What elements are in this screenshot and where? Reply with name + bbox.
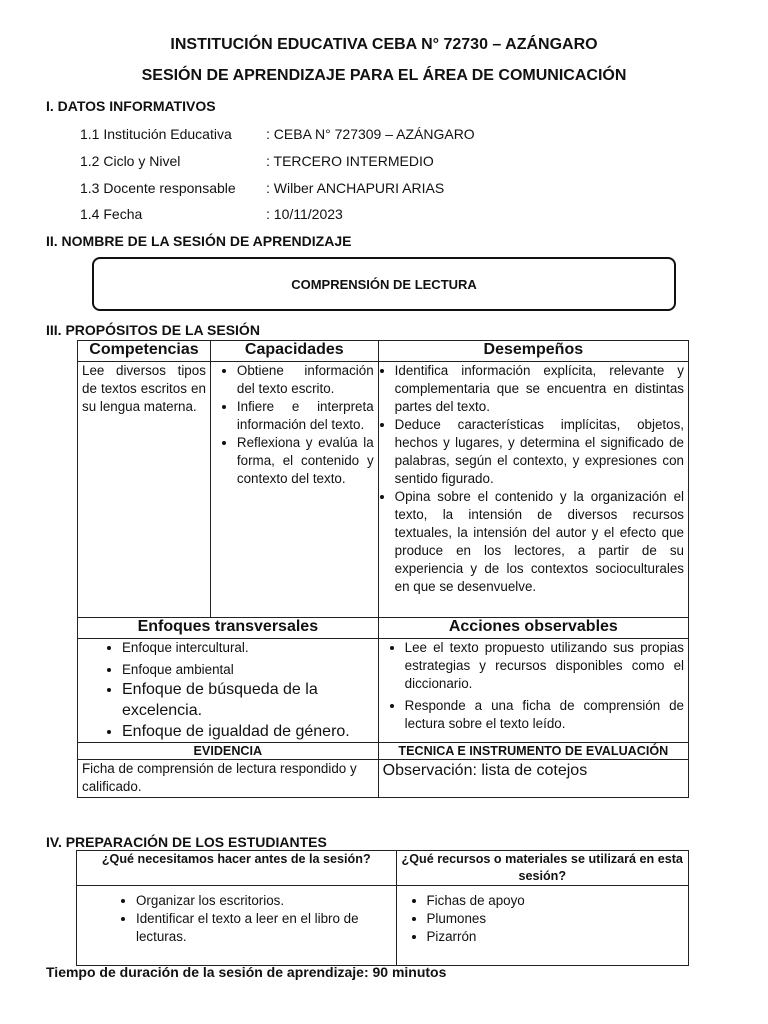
header-antes: ¿Qué necesitamos hacer antes de la sesión? <box>77 851 397 886</box>
tecnica-cell: Observación: lista de cotejos <box>378 760 688 798</box>
section-heading-nombre: II. NOMBRE DE LA SESIÓN DE APRENDIZAJE <box>46 233 352 249</box>
info-row-fecha <box>80 206 343 222</box>
header-enfoques: Enfoques transversales <box>78 618 379 639</box>
materials-cell <box>396 886 689 966</box>
preparation-table <box>76 850 689 966</box>
accion-item: • Lee el texto propuesto utilizando sus propias estrategias y recursos disponibles como el diccionario. <box>405 639 684 693</box>
section-heading-datos: I. DATOS INFORMATIVOS <box>46 98 216 114</box>
material-item: • Plumones <box>427 910 685 928</box>
purposes-table <box>77 340 689 798</box>
capacidades-cell <box>210 362 378 618</box>
session-name-box <box>92 257 676 311</box>
section-heading-preparacion: IV. PREPARACIÓN DE LOS ESTUDIANTES <box>46 834 327 850</box>
desempenos-cell <box>378 362 688 618</box>
header-tecnica: TECNICA E INSTRUMENTO DE EVALUACIÓN <box>378 743 688 760</box>
header-recursos: ¿Qué recursos o materiales se utilizará en esta sesión? <box>396 851 689 886</box>
info-value: : CEBA N° 727309 – AZÁNGARO <box>266 126 475 142</box>
info-label: 1.4 Fecha <box>80 206 143 222</box>
enfoque-item: • Enfoque intercultural. <box>122 639 374 657</box>
info-row-docente <box>80 180 444 196</box>
acciones-cell <box>378 639 688 743</box>
before-item: • Identificar el texto a leer en el libro de lecturas. <box>136 910 392 946</box>
desempeno-item: • Deduce características implícitas, objetos, hechos y lugares, y determina el significado de palabras, según el contexto, y expresiones con sentido figurado. <box>395 416 684 488</box>
competencia-cell: Lee diversos tipos de textos escritos en su lengua materna. <box>78 362 211 618</box>
desempeno-item: • Identifica información explícita, relevante y complementaria que se encuentra en distintas partes del texto. <box>395 362 684 416</box>
header-acciones: Acciones observables <box>378 618 688 639</box>
capacidad-item: • Obtiene información del texto escrito. <box>237 362 374 398</box>
info-row-institucion <box>80 126 475 142</box>
info-value: : TERCERO INTERMEDIO <box>266 153 434 169</box>
enfoques-cell <box>78 639 379 743</box>
info-row-ciclo <box>80 153 434 169</box>
enfoque-item: • Enfoque de búsqueda de la excelencia. <box>122 679 374 721</box>
section-heading-propositos: III. PROPÓSITOS DE LA SESIÓN <box>46 322 260 338</box>
info-label: 1.2 Ciclo y Nivel <box>80 153 181 169</box>
capacidad-item: • Infiere e interpreta información del texto. <box>237 398 374 434</box>
accion-item: • Responde a una ficha de comprensión de lectura sobre el texto leído. <box>405 697 684 733</box>
duration-note: Tiempo de duración de la sesión de aprendizaje: 90 minutos <box>46 964 447 980</box>
desempeno-item: • Opina sobre el contenido y la organización el texto, la intensión de diversos recursos textuales, la intensión del autor y el efecto que produce en los lectores, a partir de su experiencia y de los contextos socioculturales en que se desenvuelve. <box>395 488 684 596</box>
institution-title: INSTITUCIÓN EDUCATIVA CEBA N° 72730 – AZÁNGARO <box>170 36 598 53</box>
header-competencias: Competencias <box>78 341 211 362</box>
enfoque-item: • Enfoque de igualdad de género. <box>122 721 374 742</box>
session-name: COMPRENSIÓN DE LECTURA <box>291 276 477 292</box>
before-cell <box>77 886 397 966</box>
header-desempenos: Desempeños <box>378 341 688 362</box>
header-capacidades: Capacidades <box>210 341 378 362</box>
evidencia-cell: Ficha de comprensión de lectura respondido y calificado. <box>78 760 379 798</box>
info-label: 1.1 Institución Educativa <box>80 126 232 142</box>
capacidad-item: • Reflexiona y evalúa la forma, el contenido y contexto del texto. <box>237 434 374 488</box>
material-item: • Pizarrón <box>427 928 685 946</box>
info-value: : 10/11/2023 <box>266 206 343 222</box>
enfoque-item: • Enfoque ambiental <box>122 661 374 679</box>
info-label: 1.3 Docente responsable <box>80 180 236 196</box>
before-item: • Organizar los escritorios. <box>136 892 392 910</box>
info-value: : Wilber ANCHAPURI ARIAS <box>266 180 445 196</box>
header-evidencia: EVIDENCIA <box>78 743 379 760</box>
session-area-title: SESIÓN DE APRENDIZAJE PARA EL ÁREA DE COMUNICACIÓN <box>141 67 627 84</box>
material-item: • Fichas de apoyo <box>427 892 685 910</box>
